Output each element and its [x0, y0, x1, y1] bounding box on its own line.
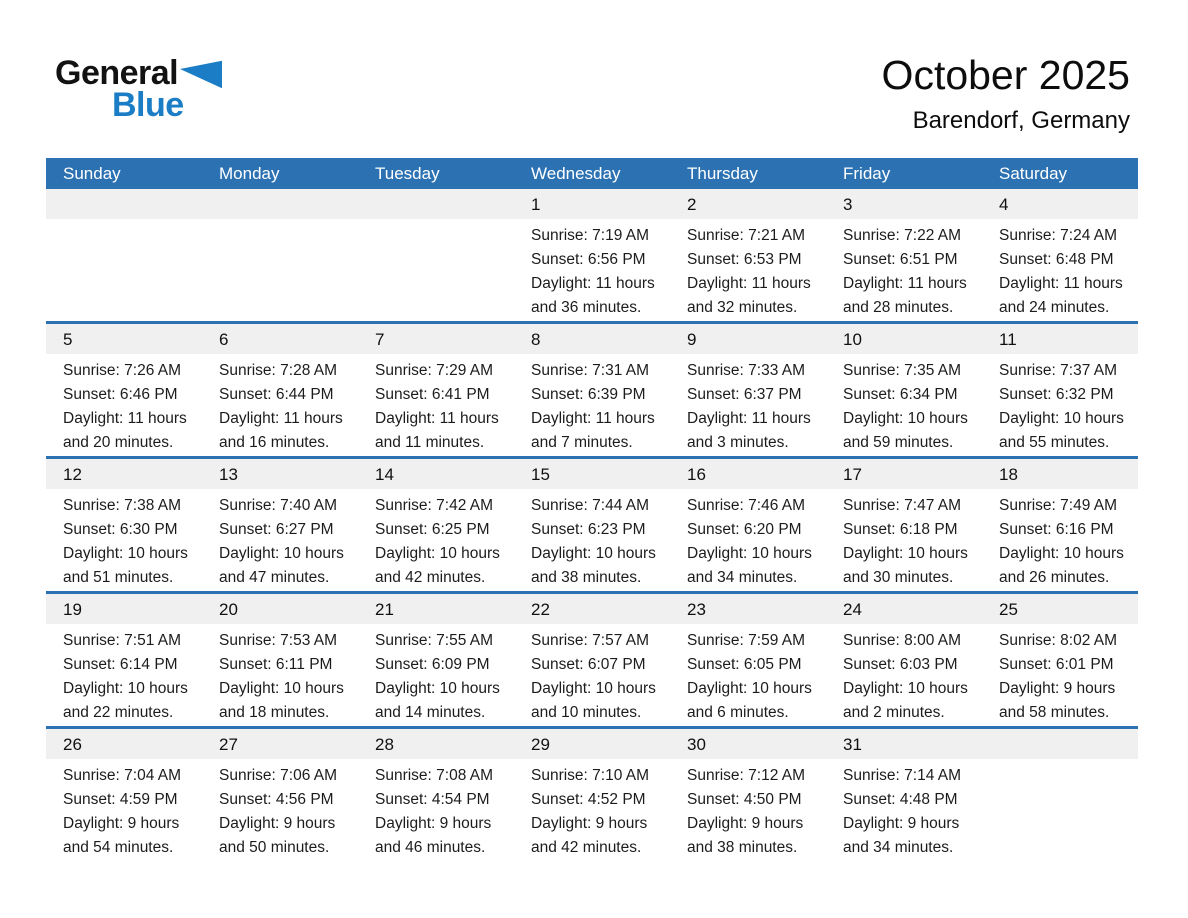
daylight-text: [375, 677, 510, 725]
sunrise-text: Sunrise: 7:19 AM: [531, 227, 650, 244]
sunrise-text: Sunrise: 7:44 AM: [531, 497, 650, 514]
sunset-text: Sunset: 6:32 PM: [999, 386, 1114, 403]
weekday-header-tuesday: Tuesday: [375, 164, 440, 183]
day-number: 19: [63, 600, 82, 619]
daylight-text: [687, 407, 822, 455]
daylight-line: Daylight: 11 hours: [687, 410, 811, 427]
sunrise-text: Sunrise: 7:40 AM: [219, 497, 338, 514]
day-number: 8: [531, 330, 541, 349]
sunset-text: Sunset: 4:54 PM: [375, 791, 490, 808]
daylight-line: Daylight: 9 hours: [219, 815, 336, 832]
sunset-text: Sunset: 4:59 PM: [63, 791, 178, 808]
calendar-day-cell: [982, 624, 1138, 726]
daylight-line: Daylight: 10 hours: [375, 545, 500, 562]
daylight-text: [843, 542, 978, 590]
daylight-line: and 47 minutes.: [219, 569, 330, 586]
daylight-line: and 6 minutes.: [687, 704, 789, 721]
sunrise-text: Sunrise: 8:02 AM: [999, 632, 1118, 649]
daylight-text: [63, 542, 198, 590]
calendar-day-cell: [46, 759, 202, 861]
weekday-header-saturday: Saturday: [999, 164, 1068, 183]
daylight-line: and 38 minutes.: [531, 569, 642, 586]
day-number-band: [46, 594, 1138, 624]
daylight-line: Daylight: 10 hours: [375, 680, 500, 697]
calendar-day-cell: [826, 354, 982, 456]
daylight-line: and 18 minutes.: [219, 704, 330, 721]
daylight-line: and 30 minutes.: [843, 569, 954, 586]
sunset-text: Sunset: 6:41 PM: [375, 386, 490, 403]
daylight-line: Daylight: 10 hours: [219, 545, 344, 562]
calendar: [46, 158, 1138, 861]
sunrise-text: Sunrise: 7:10 AM: [531, 767, 650, 784]
sunset-text: Sunset: 6:25 PM: [375, 521, 490, 538]
day-cells-row: [46, 624, 1138, 726]
day-number: 29: [531, 735, 550, 754]
day-number-empty: [982, 729, 1138, 759]
sunrise-text: Sunrise: 7:22 AM: [843, 227, 962, 244]
calendar-day-cell: [358, 489, 514, 591]
daylight-text: [531, 407, 666, 455]
calendar-day-cell: [202, 354, 358, 456]
day-number-band: [46, 729, 1138, 759]
sunrise-text: Sunrise: 7:29 AM: [375, 362, 494, 379]
sunset-text: Sunset: 6:44 PM: [219, 386, 334, 403]
sunrise-text: Sunrise: 8:00 AM: [843, 632, 962, 649]
calendar-day-cell: [826, 624, 982, 726]
day-number-band: [46, 189, 1138, 219]
sunrise-text: Sunrise: 7:21 AM: [687, 227, 806, 244]
daylight-text: [687, 272, 822, 320]
daylight-line: and 55 minutes.: [999, 434, 1110, 451]
daylight-text: [531, 542, 666, 590]
sunrise-text: Sunrise: 7:35 AM: [843, 362, 962, 379]
sunset-text: Sunset: 6:39 PM: [531, 386, 646, 403]
sunset-text: Sunset: 6:01 PM: [999, 656, 1114, 673]
day-number: 26: [63, 735, 82, 754]
daylight-line: and 24 minutes.: [999, 299, 1110, 316]
calendar-day-cell: [202, 759, 358, 861]
daylight-line: Daylight: 10 hours: [687, 545, 812, 562]
sunset-text: Sunset: 6:34 PM: [843, 386, 958, 403]
weeks-container: [46, 189, 1138, 861]
day-number: 25: [999, 600, 1018, 619]
daylight-line: Daylight: 11 hours: [219, 410, 343, 427]
daylight-line: and 36 minutes.: [531, 299, 642, 316]
weekday-header-friday: Friday: [843, 164, 891, 183]
sunset-text: Sunset: 6:14 PM: [63, 656, 178, 673]
weekday-header-row: [46, 158, 1138, 189]
day-cells-row: [46, 219, 1138, 321]
calendar-day-cell: [670, 489, 826, 591]
day-number: 15: [531, 465, 550, 484]
sunrise-text: Sunrise: 7:26 AM: [63, 362, 182, 379]
daylight-line: Daylight: 9 hours: [687, 815, 804, 832]
daylight-line: Daylight: 11 hours: [687, 275, 811, 292]
location-subtitle: Barendorf, Germany: [912, 107, 1130, 135]
day-number-band: [46, 459, 1138, 489]
sunrise-text: Sunrise: 7:47 AM: [843, 497, 962, 514]
calendar-day-cell: [46, 624, 202, 726]
sunset-text: Sunset: 6:18 PM: [843, 521, 958, 538]
daylight-text: [219, 812, 354, 860]
daylight-line: and 16 minutes.: [219, 434, 330, 451]
logo-triangle-icon: [180, 60, 222, 89]
daylight-line: and 32 minutes.: [687, 299, 798, 316]
sunset-text: Sunset: 6:05 PM: [687, 656, 802, 673]
sunrise-text: Sunrise: 7:04 AM: [63, 767, 182, 784]
calendar-day-cell: [514, 219, 670, 321]
daylight-line: and 38 minutes.: [687, 839, 798, 856]
day-number: 31: [843, 735, 862, 754]
sunrise-text: Sunrise: 7:53 AM: [219, 632, 338, 649]
day-number: 2: [687, 195, 697, 214]
day-number: 17: [843, 465, 862, 484]
daylight-line: Daylight: 10 hours: [531, 680, 656, 697]
day-number: 21: [375, 600, 394, 619]
day-number: 27: [219, 735, 238, 754]
sunrise-text: Sunrise: 7:57 AM: [531, 632, 650, 649]
sunset-text: Sunset: 6:30 PM: [63, 521, 178, 538]
sunrise-text: Sunrise: 7:37 AM: [999, 362, 1118, 379]
sunrise-text: Sunrise: 7:59 AM: [687, 632, 806, 649]
daylight-text: [63, 677, 198, 725]
week-row: [46, 189, 1138, 321]
calendar-day-cell: [514, 489, 670, 591]
daylight-text: [219, 407, 354, 455]
week-row: [46, 726, 1138, 861]
calendar-day-cell: [826, 489, 982, 591]
day-number-empty: [202, 189, 358, 219]
day-number: 6: [219, 330, 229, 349]
week-row: [46, 321, 1138, 456]
daylight-line: Daylight: 11 hours: [843, 275, 967, 292]
sunset-text: Sunset: 6:09 PM: [375, 656, 490, 673]
calendar-empty-cell: [358, 219, 514, 321]
day-number: 3: [843, 195, 853, 214]
weekday-header-monday: Monday: [219, 164, 280, 183]
calendar-day-cell: [202, 489, 358, 591]
daylight-line: and 59 minutes.: [843, 434, 954, 451]
day-number: 9: [687, 330, 697, 349]
sunset-text: Sunset: 6:20 PM: [687, 521, 802, 538]
calendar-day-cell: [46, 354, 202, 456]
daylight-text: [843, 407, 978, 455]
day-number: 23: [687, 600, 706, 619]
sunrise-text: Sunrise: 7:24 AM: [999, 227, 1118, 244]
logo-row: [55, 56, 222, 90]
daylight-line: and 54 minutes.: [63, 839, 174, 856]
sunset-text: Sunset: 4:52 PM: [531, 791, 646, 808]
daylight-line: Daylight: 10 hours: [999, 410, 1124, 427]
daylight-text: [687, 812, 822, 860]
daylight-line: Daylight: 11 hours: [63, 410, 187, 427]
daylight-text: [687, 677, 822, 725]
calendar-day-cell: [826, 759, 982, 861]
daylight-line: Daylight: 9 hours: [63, 815, 180, 832]
daylight-text: [843, 812, 978, 860]
daylight-line: Daylight: 10 hours: [63, 545, 188, 562]
sunrise-text: Sunrise: 7:46 AM: [687, 497, 806, 514]
sunset-text: Sunset: 6:53 PM: [687, 251, 802, 268]
daylight-line: and 46 minutes.: [375, 839, 486, 856]
daylight-text: [219, 677, 354, 725]
calendar-empty-cell: [46, 219, 202, 321]
sunrise-text: Sunrise: 7:42 AM: [375, 497, 494, 514]
day-cells-row: [46, 759, 1138, 861]
titles: [882, 52, 1130, 135]
weekday-header-sunday: Sunday: [63, 164, 121, 183]
sunset-text: Sunset: 6:48 PM: [999, 251, 1114, 268]
daylight-text: [999, 272, 1134, 320]
day-cells-row: [46, 489, 1138, 591]
daylight-line: Daylight: 10 hours: [843, 410, 968, 427]
day-number-empty: [358, 189, 514, 219]
daylight-text: [999, 677, 1134, 725]
daylight-line: and 11 minutes.: [375, 434, 485, 451]
calendar-day-cell: [514, 624, 670, 726]
sunrise-text: Sunrise: 7:14 AM: [843, 767, 962, 784]
daylight-line: Daylight: 10 hours: [63, 680, 188, 697]
daylight-line: and 20 minutes.: [63, 434, 174, 451]
day-number: 22: [531, 600, 550, 619]
day-number: 24: [843, 600, 862, 619]
daylight-text: [843, 677, 978, 725]
daylight-line: Daylight: 9 hours: [843, 815, 960, 832]
calendar-day-cell: [358, 759, 514, 861]
weekday-header-wednesday: Wednesday: [531, 164, 621, 183]
daylight-line: and 58 minutes.: [999, 704, 1110, 721]
daylight-text: [531, 812, 666, 860]
sunrise-text: Sunrise: 7:51 AM: [63, 632, 182, 649]
daylight-line: Daylight: 10 hours: [219, 680, 344, 697]
month-title: October 2025: [881, 52, 1130, 98]
calendar-day-cell: [514, 759, 670, 861]
daylight-line: Daylight: 9 hours: [999, 680, 1116, 697]
calendar-day-cell: [358, 354, 514, 456]
daylight-text: [375, 407, 510, 455]
calendar-day-cell: [670, 354, 826, 456]
daylight-line: Daylight: 10 hours: [843, 680, 968, 697]
sunset-text: Sunset: 6:51 PM: [843, 251, 958, 268]
day-number: 30: [687, 735, 706, 754]
daylight-line: and 7 minutes.: [531, 434, 633, 451]
daylight-text: [375, 542, 510, 590]
sunset-text: Sunset: 6:37 PM: [687, 386, 802, 403]
daylight-text: [219, 542, 354, 590]
day-number: 1: [531, 195, 541, 214]
daylight-text: [63, 812, 198, 860]
day-number: 20: [219, 600, 238, 619]
daylight-text: [375, 812, 510, 860]
day-number: 13: [219, 465, 238, 484]
sunset-text: Sunset: 6:56 PM: [531, 251, 646, 268]
day-number: 11: [999, 330, 1017, 349]
day-number: 12: [63, 465, 82, 484]
daylight-text: [687, 542, 822, 590]
calendar-empty-cell: [202, 219, 358, 321]
sunset-text: Sunset: 4:50 PM: [687, 791, 802, 808]
logo-text-blue: Blue: [112, 86, 184, 124]
sunset-text: Sunset: 6:16 PM: [999, 521, 1114, 538]
daylight-text: [843, 272, 978, 320]
calendar-day-cell: [670, 759, 826, 861]
day-number: 7: [375, 330, 385, 349]
calendar-empty-cell: [982, 759, 1138, 861]
daylight-line: and 51 minutes.: [63, 569, 174, 586]
daylight-line: and 34 minutes.: [843, 839, 954, 856]
day-number: 28: [375, 735, 394, 754]
sunrise-text: Sunrise: 7:49 AM: [999, 497, 1118, 514]
daylight-line: Daylight: 10 hours: [843, 545, 968, 562]
daylight-line: and 42 minutes.: [531, 839, 642, 856]
calendar-day-cell: [670, 219, 826, 321]
day-cells-row: [46, 354, 1138, 456]
daylight-line: and 50 minutes.: [219, 839, 330, 856]
sunrise-text: Sunrise: 7:28 AM: [219, 362, 338, 379]
sunset-text: Sunset: 6:27 PM: [219, 521, 334, 538]
sunset-text: Sunset: 6:23 PM: [531, 521, 646, 538]
daylight-line: Daylight: 9 hours: [531, 815, 648, 832]
daylight-line: and 10 minutes.: [531, 704, 642, 721]
daylight-line: Daylight: 10 hours: [999, 545, 1124, 562]
daylight-line: Daylight: 11 hours: [531, 410, 655, 427]
week-row: [46, 456, 1138, 591]
day-number: 16: [687, 465, 706, 484]
sunrise-text: Sunrise: 7:12 AM: [687, 767, 806, 784]
daylight-line: Daylight: 11 hours: [999, 275, 1123, 292]
sunset-text: Sunset: 4:56 PM: [219, 791, 334, 808]
sunset-text: Sunset: 4:48 PM: [843, 791, 958, 808]
daylight-text: [531, 272, 666, 320]
calendar-day-cell: [826, 219, 982, 321]
daylight-line: and 3 minutes.: [687, 434, 789, 451]
calendar-day-cell: [982, 354, 1138, 456]
sunrise-text: Sunrise: 7:31 AM: [531, 362, 650, 379]
daylight-line: and 14 minutes.: [375, 704, 486, 721]
daylight-line: and 28 minutes.: [843, 299, 954, 316]
daylight-line: Daylight: 10 hours: [687, 680, 812, 697]
daylight-line: and 26 minutes.: [999, 569, 1110, 586]
calendar-day-cell: [46, 489, 202, 591]
day-number: 4: [999, 195, 1009, 214]
day-number-band: [46, 324, 1138, 354]
calendar-day-cell: [358, 624, 514, 726]
daylight-line: and 34 minutes.: [687, 569, 798, 586]
daylight-text: [999, 542, 1134, 590]
sunset-text: Sunset: 6:03 PM: [843, 656, 958, 673]
calendar-day-cell: [982, 489, 1138, 591]
daylight-line: and 42 minutes.: [375, 569, 486, 586]
daylight-text: [531, 677, 666, 725]
sunrise-text: Sunrise: 7:06 AM: [219, 767, 338, 784]
calendar-day-cell: [514, 354, 670, 456]
day-number: 5: [63, 330, 73, 349]
daylight-line: Daylight: 11 hours: [375, 410, 499, 427]
sunrise-text: Sunrise: 7:55 AM: [375, 632, 494, 649]
sunrise-text: Sunrise: 7:33 AM: [687, 362, 806, 379]
week-row: [46, 591, 1138, 726]
day-number: 18: [999, 465, 1018, 484]
daylight-text: [63, 407, 198, 455]
daylight-line: Daylight: 11 hours: [531, 275, 655, 292]
weekday-header-thursday: Thursday: [687, 164, 758, 183]
daylight-line: and 2 minutes.: [843, 704, 945, 721]
calendar-day-cell: [670, 624, 826, 726]
sunrise-text: Sunrise: 7:08 AM: [375, 767, 494, 784]
logo-text-general: General: [55, 54, 179, 92]
daylight-line: and 22 minutes.: [63, 704, 174, 721]
day-number: 14: [375, 465, 394, 484]
sunrise-text: Sunrise: 7:38 AM: [63, 497, 182, 514]
sunset-text: Sunset: 6:07 PM: [531, 656, 646, 673]
calendar-day-cell: [982, 219, 1138, 321]
day-number: 10: [843, 330, 862, 349]
general-blue-logo: [55, 56, 222, 122]
day-number-empty: [46, 189, 202, 219]
calendar-day-cell: [202, 624, 358, 726]
sunset-text: Sunset: 6:11 PM: [219, 656, 333, 673]
sunset-text: Sunset: 6:46 PM: [63, 386, 178, 403]
daylight-line: Daylight: 10 hours: [531, 545, 656, 562]
daylight-text: [999, 407, 1134, 455]
daylight-line: Daylight: 9 hours: [375, 815, 492, 832]
